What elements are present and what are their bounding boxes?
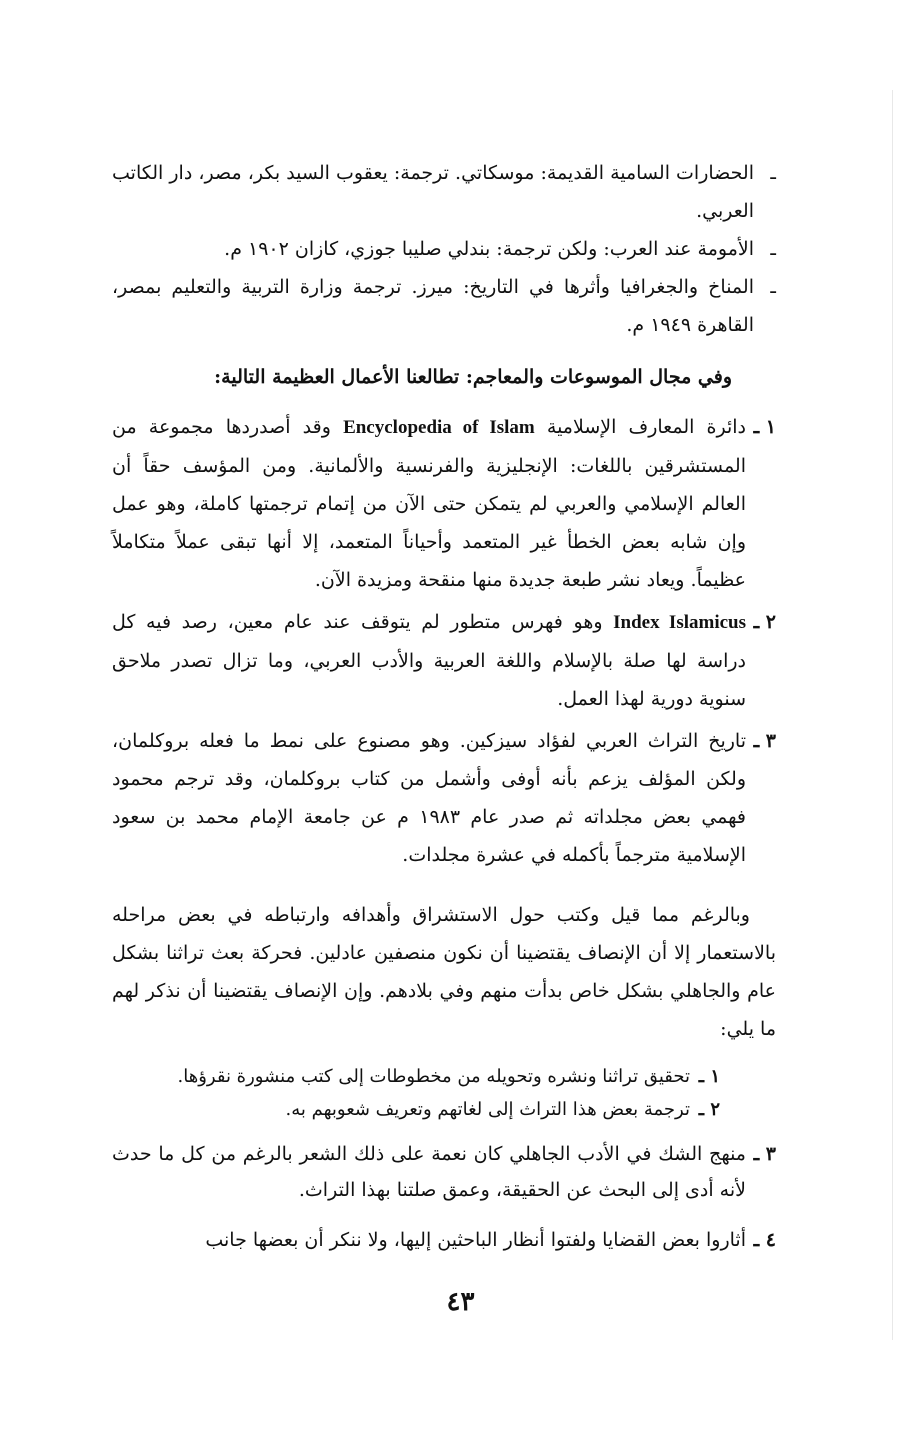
item-text-after: وقد أصدردها مجموعة من المستشرقين باللغات: الإنجليزية والفرنسية والألمانية. ومن المؤسف حقاً أن العالم الإسلامي والعربي لم يتمكن حتى الآن من إتمام ترجمتها كاملة، وهو عمل وإن شابه بعض الخطأ غير المتعمد وأحياناً المتعمد، إلا أنها تبقى عملاً متكاملاً عظيماً. ويعاد نشر طبعة جديدة منها منقحة ومزيدة الآن. xyxy=(112,416,746,591)
merit-text: ترجمة بعض هذا التراث إلى لغاتهم وتعريف شعوبهم به. xyxy=(285,1099,690,1120)
bibliography-text: الأمومة عند العرب: ولكن ترجمة: بندلي صليبا جوزي، كازان ١٩٠٢ م. xyxy=(224,238,754,260)
item-number: ٤ ـ xyxy=(753,1229,776,1251)
merit-item xyxy=(120,1060,720,1093)
item-number: ٢ ـ xyxy=(753,611,776,633)
merit-text: تحقيق تراثنا ونشره وتحويله من مخطوطات إلى كتب منشورة نقرؤها. xyxy=(177,1066,690,1087)
merit-item xyxy=(112,1136,776,1208)
bullet-dash: ـ xyxy=(770,238,776,260)
bullet-dash: ـ xyxy=(770,162,776,184)
encyclopedia-item xyxy=(112,603,776,718)
bibliography-item xyxy=(112,268,776,344)
bibliography-item xyxy=(112,230,776,268)
merits-list-continued xyxy=(112,1136,776,1258)
bullet-dash: ـ xyxy=(770,276,776,298)
bibliography-text: الحضارات السامية القديمة: موسكاتي. ترجمة: يعقوب السيد بكر، مصر، دار الكاتب العربي. xyxy=(112,162,754,222)
merit-text: منهج الشك في الأدب الجاهلي كان نعمة على ذلك الشعر بالرغم من كل ما حدث لأنه أدى إلى البحث عن الحقيقة، وعمق صلتنا بهذا التراث. xyxy=(112,1143,746,1201)
item-text-before: تاريخ التراث العربي لفؤاد سيزكين. وهو مصنوع على نمط ما فعله بروكلمان، ولكن المؤلف يزعم بأنه أوفى وأشمل من كتاب بروكلمان، وقد ترجم محمود فهمي بعض مجلداته ثم صدر عام ١٩٨٣ م عن جامعة الإمام محمد بن سعود الإسلامية مترجماً بأكمله في عشرة مجلدات. xyxy=(112,730,747,866)
merit-item xyxy=(120,1093,720,1126)
page-number: ٤٣ xyxy=(446,1287,475,1317)
bibliography-text: المناخ والجغرافيا وأثرها في التاريخ: ميرز. ترجمة وزارة التربية والتعليم بمصر، القاهرة ١٩٤٩ م. xyxy=(112,276,754,336)
item-text-after: وهو فهرس متطور لم يتوقف عند عام معين، رصد فيه كل دراسة لها صلة بالإسلام واللغة العربية والأدب العربي، وما تزال تصدر ملاحق سنوية دورية لهذا العمل. xyxy=(112,611,746,710)
item-number: ٣ ـ xyxy=(753,1143,776,1165)
latin-title: Index Islamicus xyxy=(613,612,746,633)
item-number: ١ ـ xyxy=(753,416,776,438)
item-number: ٢ ـ xyxy=(698,1099,720,1120)
bibliography-list xyxy=(112,154,776,344)
encyclopedia-item xyxy=(112,722,776,874)
section-intro xyxy=(112,366,732,388)
merits-list xyxy=(120,1060,720,1126)
item-number: ١ ـ xyxy=(698,1066,720,1087)
item-number: ٣ ـ xyxy=(753,730,776,752)
encyclopedia-item xyxy=(112,408,776,599)
item-text-before: دائرة المعارف الإسلامية xyxy=(546,416,746,438)
merit-text: أثاروا بعض القضايا ولفتوا أنظار الباحثين إليها، ولا ننكر أن بعضها جانب xyxy=(205,1229,746,1251)
latin-title: Encyclopedia of Islam xyxy=(343,417,535,438)
merit-item xyxy=(112,1222,776,1258)
paragraph-text: وبالرغم مما قيل وكتب حول الاستشراق وأهدافه وارتباطه في بعض مراحله بالاستعمار إلا أن الإنصاف يقتضينا أن نكون منصفين عادلين. فحركة بعث تراثنا بشكل عام والجاهلي بشكل خاص بدأت منهم وفي بلادهم. وإن الإنصاف يقتضينا أن نذكر لهم ما يلي: xyxy=(112,904,776,1040)
body-paragraph xyxy=(112,896,776,1048)
encyclopedia-list xyxy=(112,408,776,874)
intro-text: وفي مجال الموسوعات والمعاجم: تطالعنا الأعمال العظيمة التالية: xyxy=(214,366,732,388)
bibliography-item xyxy=(112,154,776,230)
page-edge-line xyxy=(892,90,893,1340)
